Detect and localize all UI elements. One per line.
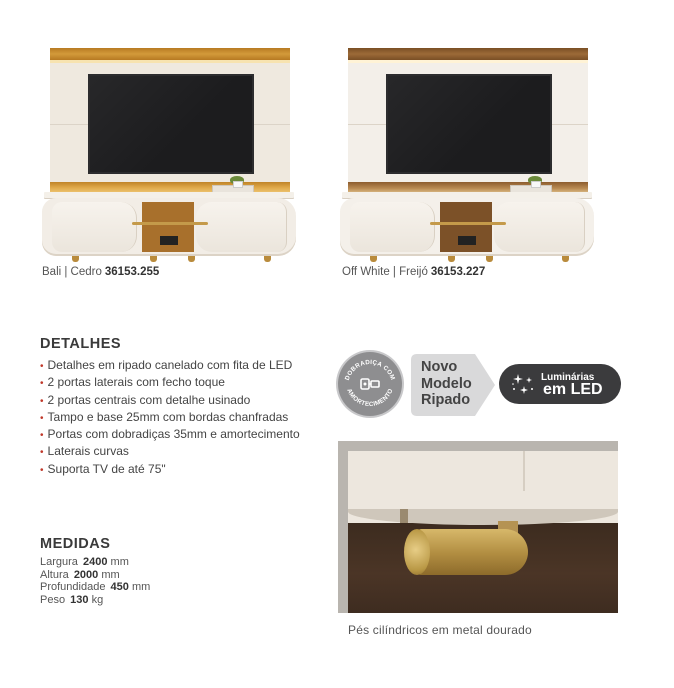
panel-seam: [348, 124, 386, 125]
new-model-line3: Ripado: [421, 392, 471, 408]
measure-row: [40, 569, 150, 582]
variant-name: Bali | Cedro: [42, 266, 102, 278]
rack-door: [494, 202, 545, 252]
product-bali-cedro: [42, 44, 297, 264]
new-model-line2: Modelo: [421, 375, 472, 392]
led-strip: [50, 60, 290, 63]
variant-name: Off White | Freijó: [342, 266, 428, 278]
bullet-icon: •: [40, 464, 44, 476]
product-code: 36153.227: [430, 266, 486, 278]
tv-screen: [386, 74, 552, 174]
decor-plant: [528, 176, 542, 188]
details-list: [40, 357, 300, 478]
tv-panel: [50, 48, 290, 198]
details-item: [40, 357, 300, 374]
measure-row: [40, 594, 150, 607]
rack-foot: [448, 256, 455, 262]
rack-handle: [132, 222, 208, 225]
bullet-icon: •: [40, 412, 44, 424]
photo-frame: [338, 441, 618, 613]
measure-value: 450: [110, 581, 129, 593]
product-off-white-freijo: [340, 44, 595, 264]
bullet-icon: •: [40, 395, 44, 407]
led-badge: [499, 364, 621, 404]
details-item: [40, 443, 300, 460]
rack-niche: [142, 202, 194, 252]
rack-door: [52, 202, 93, 252]
product-code: 36153.255: [104, 266, 160, 278]
rack-door: [196, 202, 247, 252]
decor-plant: [230, 176, 244, 188]
measure-label: Altura: [40, 568, 69, 581]
product-caption: [342, 266, 485, 278]
tv-panel: [348, 48, 588, 198]
panel-seam: [50, 124, 88, 125]
bullet-icon: •: [40, 361, 44, 372]
photo-caption: Pés cilíndricos em metal dourado: [348, 623, 532, 637]
rack-handle: [430, 222, 506, 225]
details-item: [40, 374, 300, 391]
rack-door: [390, 202, 435, 252]
bullet-icon: •: [40, 378, 44, 390]
tv-screen: [88, 74, 254, 174]
rack-body: [340, 198, 594, 256]
rack-foot: [562, 256, 569, 262]
rack-door: [350, 202, 391, 252]
measure-value: 2400: [82, 556, 108, 568]
measure-label: Peso: [40, 593, 66, 606]
details-item-text: Portas com dobradiças 35mm e amortecimento: [47, 427, 300, 442]
hinge-icon: [358, 376, 382, 392]
led-badge-line1: Luminárias: [541, 372, 595, 383]
measure-unit: mm: [131, 581, 151, 593]
rack-foot: [486, 256, 493, 262]
product-caption: [42, 266, 159, 278]
measure-row: [40, 581, 150, 594]
wood-strip-top: [50, 48, 290, 60]
rack-door: [246, 202, 287, 252]
details-item-text: 2 portas centrais com detalhe usinado: [47, 392, 251, 407]
led-badge-line2: em LED: [543, 381, 603, 398]
rack-niche: [440, 202, 492, 252]
rack-foot: [150, 256, 157, 262]
bullet-icon: •: [40, 447, 44, 459]
rack-foot: [370, 256, 377, 262]
details-item-text: Tampo e base 25mm com bordas chanfradas: [47, 409, 289, 424]
hinge-badge-top-text: DOBRADIÇA COM: [343, 358, 397, 382]
details-item: [40, 409, 300, 426]
measure-value: 130: [70, 593, 89, 606]
measure-unit: mm: [101, 568, 120, 581]
details-item-text: Suporta TV de até 75": [47, 461, 166, 476]
bullet-icon: •: [40, 430, 44, 442]
rack-body: [42, 198, 296, 256]
measures-title: MEDIDAS: [40, 536, 111, 552]
rack-foot: [72, 256, 79, 262]
measure-row: [40, 556, 150, 569]
details-item-text: Laterais curvas: [47, 444, 129, 459]
hinge-badge-bottom-text: AMORTECIMENTO: [345, 387, 395, 409]
wood-strip-top: [348, 48, 588, 60]
details-item: [40, 461, 300, 478]
measures-list: [40, 556, 150, 606]
hinge-badge: [338, 352, 402, 416]
rack-door: [544, 202, 585, 252]
panel-seam: [550, 124, 588, 125]
new-model-text: [421, 359, 472, 409]
rack-foot: [188, 256, 195, 262]
details-item: [40, 426, 300, 443]
led-strip: [348, 60, 588, 63]
rack-foot: [264, 256, 271, 262]
rack-door: [92, 202, 137, 252]
sparkle-icon: [510, 372, 536, 396]
new-model-line1: Novo: [421, 359, 458, 375]
details-item-text: Detalhes em ripado canelado com fita de LED: [47, 358, 293, 372]
measure-unit: kg: [91, 593, 104, 606]
details-item-text: 2 portas laterais com fecho toque: [47, 375, 225, 390]
measure-unit: mm: [110, 556, 129, 568]
details-item: [40, 392, 300, 409]
measure-label: Profundidade: [40, 581, 106, 593]
details-title: DETALHES: [40, 336, 122, 352]
foot-detail-photo: [338, 441, 618, 613]
new-model-badge: [411, 354, 495, 416]
measure-value: 2000: [73, 568, 99, 581]
measure-label: Largura: [40, 556, 78, 568]
panel-seam: [252, 124, 290, 125]
